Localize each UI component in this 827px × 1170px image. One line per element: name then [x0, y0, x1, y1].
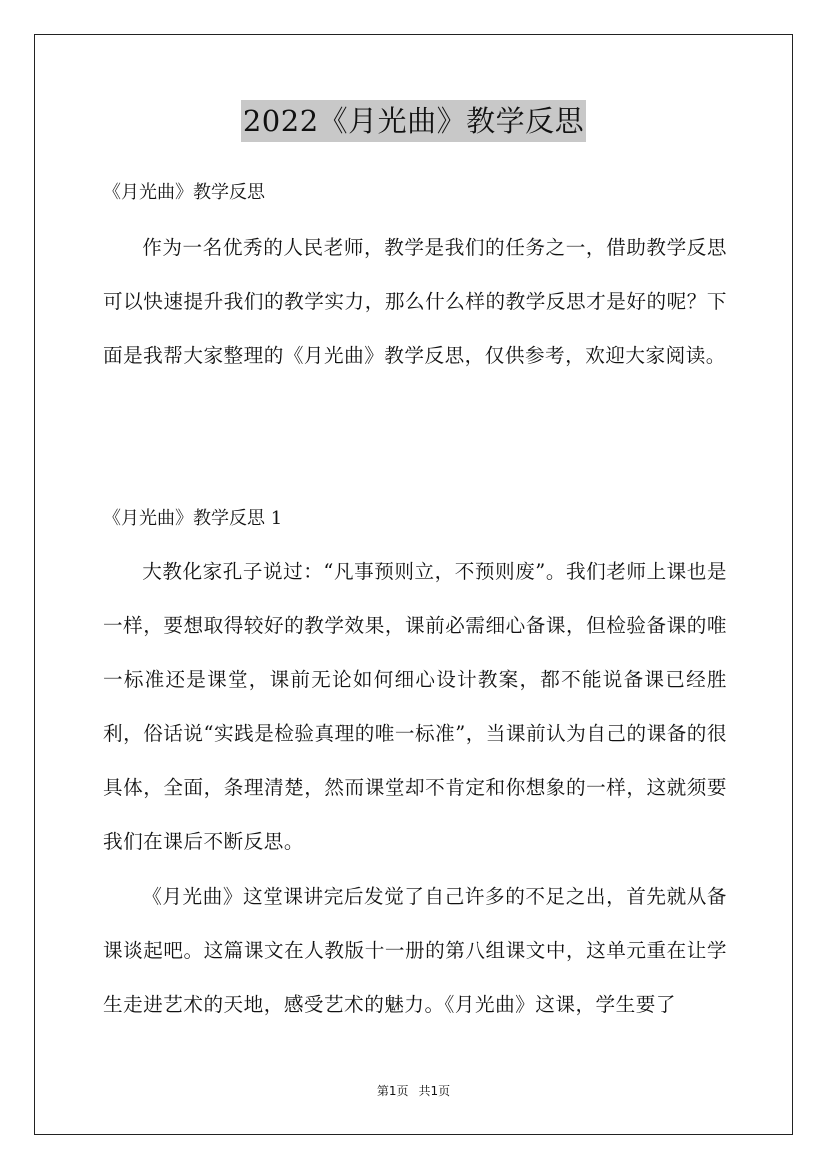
- section-1-paragraph-2: 《月光曲》这堂课讲完后发觉了自己许多的不足之出，首先就从备课谈起吧。这篇课文在人教版十一册的第八组课文中，这单元重在让学生走进艺术的天地，感受艺术的魅力。《月光曲》这课，学生要了: [103, 885, 727, 1016]
- section-1-paragraph-1: 大教化家孔子说过：“凡事预则立，不预则废”。我们老师上课也是一样，要想取得较好的教学效果，课前必需细心备课，但检验备课的唯一标准还是课堂，课前无论如何细心设计教案，都不能说备课已经胜利，俗话说“实践是检验真理的唯一标准”，当课前认为自己的课备的很具体，全面，条理清楚，然而课堂却不肯定和你想象的一样，这就须要我们在课后不断反思。: [103, 560, 727, 853]
- document-title: [0, 100, 827, 142]
- section-1-heading: 《月光曲》教学反思 1: [103, 508, 283, 529]
- page-number: 第1页: [376, 1084, 409, 1098]
- document-title-text: 2022《月光曲》教学反思: [241, 100, 586, 142]
- page-footer: [0, 1083, 827, 1099]
- page-total: 共1页: [418, 1084, 451, 1098]
- intro-heading: 《月光曲》教学反思: [103, 182, 265, 203]
- intro-paragraph: 作为一名优秀的人民老师，教学是我们的任务之一，借助教学反思可以快速提升我们的教学实力，那么什么样的教学反思才是好的呢？下面是我帮大家整理的《月光曲》教学反思，仅供参考，欢迎大家阅读。: [103, 236, 727, 367]
